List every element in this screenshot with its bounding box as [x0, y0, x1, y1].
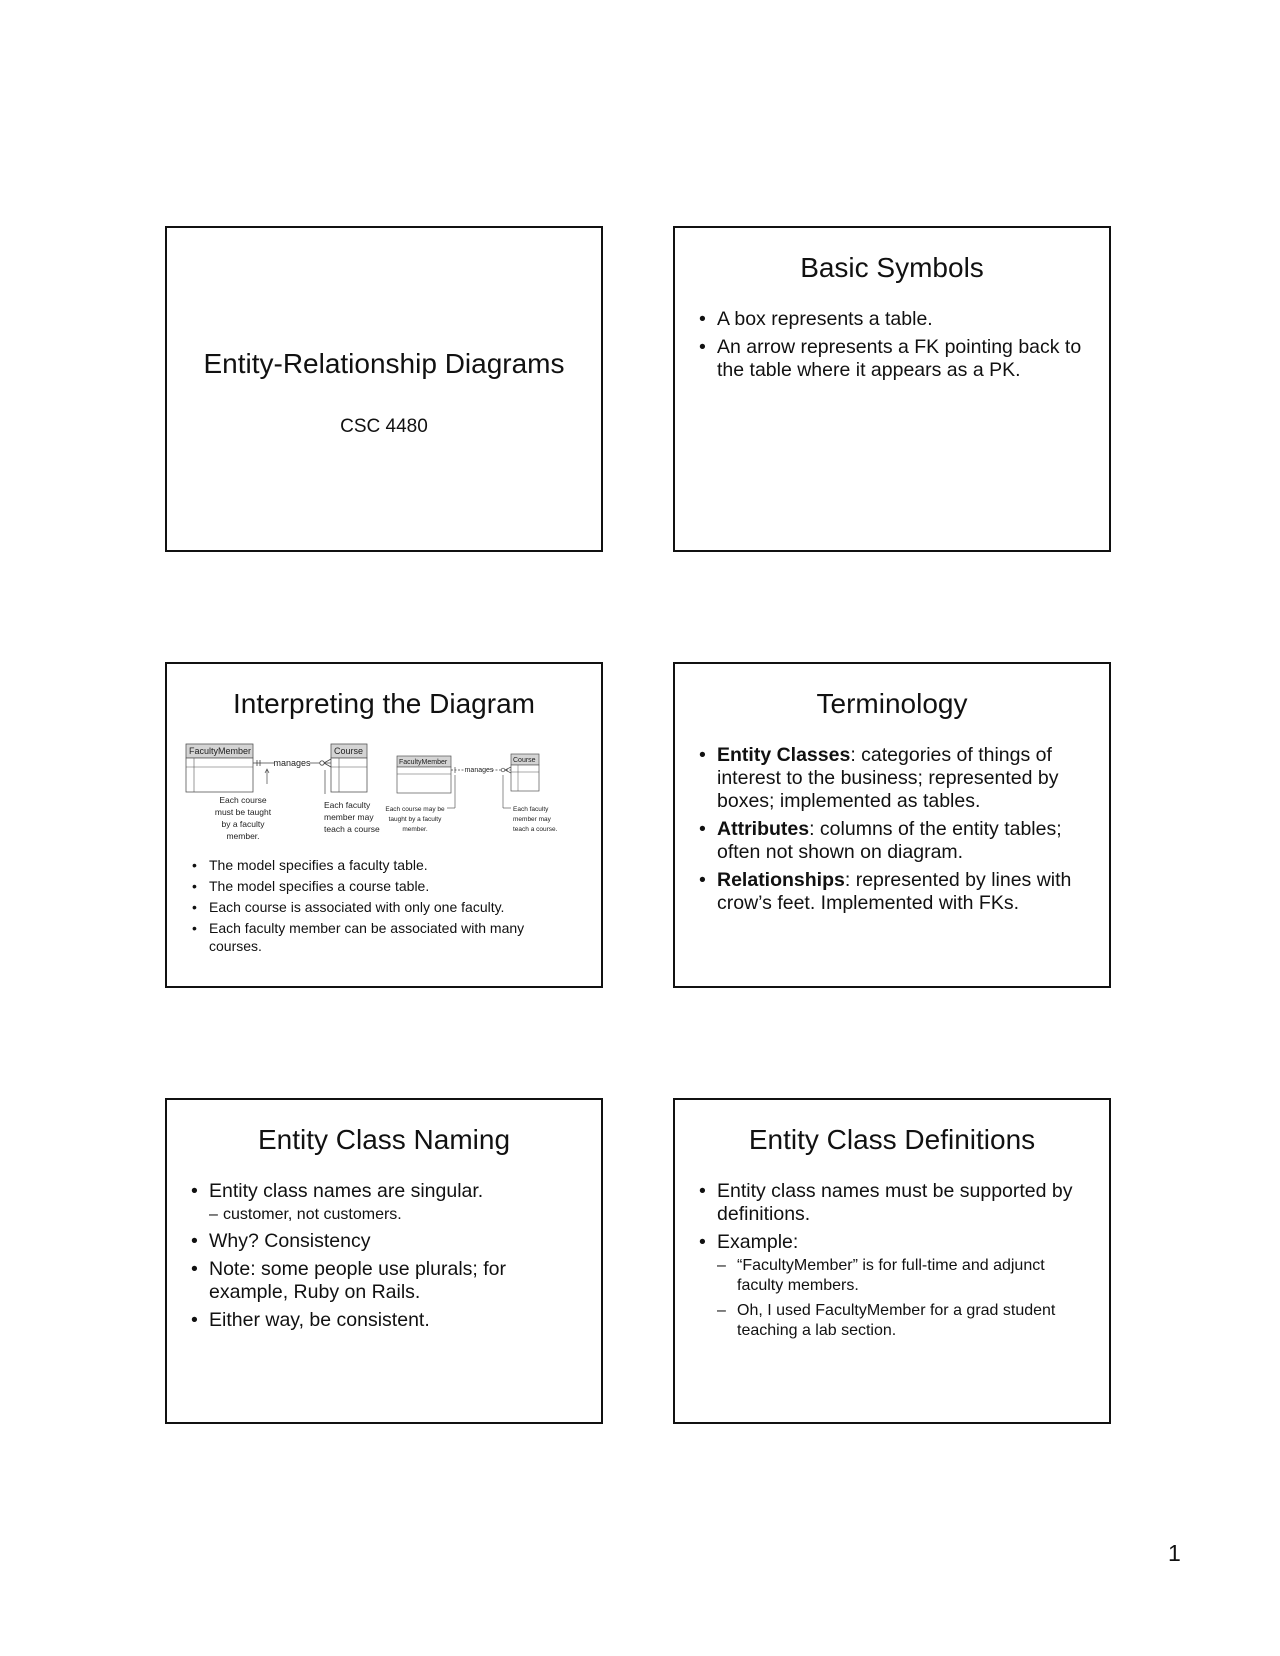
- bullet-text: Entity class names are singular.: [209, 1180, 484, 1202]
- bullet-item: • The model specifies a course table.: [189, 877, 561, 895]
- relationship-label: manages: [464, 767, 494, 774]
- slide-title: Entity Class Definitions: [748, 1124, 1036, 1155]
- slide-basic-symbols: [673, 226, 1111, 552]
- sub-bullet-item: – Oh, I used FacultyMember for a grad student teaching a lab section.: [717, 1301, 1095, 1341]
- bullet-item: [697, 869, 1095, 915]
- bullet-item: • A box represents a table.: [697, 308, 1095, 331]
- slide-terminology: [673, 662, 1111, 988]
- sub-bullet-list: [209, 1205, 587, 1225]
- slide-cover: [165, 226, 603, 552]
- entity-label: FacultyMember: [399, 759, 448, 766]
- annotation-line: Each faculty: [513, 806, 549, 813]
- sub-bullet-item: – customer, not customers.: [209, 1205, 587, 1225]
- page-number: 1: [1168, 1540, 1181, 1566]
- term-definition: : columns of the entity tables; often not shown on diagram.: [717, 818, 1062, 863]
- bullet-item: • Entity class names must be supported by definitions.: [697, 1180, 1095, 1226]
- bullet-item: • Why? Consistency: [189, 1230, 587, 1253]
- annotation-line: Each faculty: [324, 800, 371, 810]
- er-diagram-left: [186, 744, 380, 841]
- relationship-label: manages: [273, 758, 311, 768]
- entity-label: FacultyMember: [189, 746, 252, 756]
- annotation-line: taught by a faculty: [388, 816, 442, 823]
- term-label: Attributes: [717, 818, 810, 840]
- term-definition: : categories of things of interest to the business; represented by boxes; implemented as tables.: [717, 744, 1059, 812]
- slide-title: Interpreting the Diagram: [233, 688, 535, 719]
- entity-box: [186, 758, 253, 792]
- entity-box: [331, 758, 367, 792]
- optional-icon: [501, 768, 505, 772]
- cover-subtitle: CSC 4480: [340, 416, 428, 437]
- bullet-item: [697, 818, 1095, 864]
- annotation-line: Each course may be: [385, 806, 445, 813]
- sub-bullet-list: [717, 1256, 1095, 1341]
- annotation-line: member.: [226, 831, 260, 841]
- term-definition: : represented by lines with crow’s feet. Implemented with FKs.: [717, 869, 1072, 914]
- er-diagram-right: [385, 754, 557, 833]
- slide-title: Entity Class Naming: [257, 1124, 511, 1155]
- entity-label: Course: [513, 757, 536, 764]
- slide-title: Basic Symbols: [800, 252, 984, 283]
- slide-entity-class-naming: [165, 1098, 603, 1424]
- term-label: Entity Classes: [717, 744, 851, 766]
- bullet-list: [697, 308, 1095, 387]
- sub-bullet-item: – “FacultyMember” is for full-time and adjunct faculty members.: [717, 1256, 1095, 1296]
- entity-box: [511, 765, 539, 791]
- annotation-line: member may: [513, 816, 551, 823]
- bullet-item: • Each course is associated with only one faculty.: [189, 898, 561, 916]
- bullet-text: Example:: [717, 1231, 799, 1253]
- annotation-line: member may: [324, 812, 374, 822]
- er-diagram: [185, 742, 585, 848]
- bullet-item: • An arrow represents a FK pointing back to the table where it appears as a PK.: [697, 336, 1095, 382]
- bullet-item: • Note: some people use plurals; for example, Ruby on Rails.: [189, 1258, 587, 1304]
- bullet-list: [697, 744, 1095, 920]
- term-label: Relationships: [717, 869, 845, 891]
- annotation-line: must be taught: [214, 807, 272, 817]
- bullet-item: • Each faculty member can be associated with many courses.: [189, 919, 561, 955]
- bullet-item: [189, 1180, 587, 1225]
- slide-entity-class-definitions: [673, 1098, 1111, 1424]
- annotation-line: teach a course.: [513, 826, 558, 833]
- slide-title: Terminology: [816, 688, 968, 719]
- slide-interpreting-diagram: [165, 662, 603, 988]
- annotation-line: teach a course: [324, 824, 380, 834]
- bullet-list: [189, 1180, 587, 1337]
- bullet-list: [697, 1180, 1095, 1346]
- bullet-item: [697, 1231, 1095, 1341]
- optional-icon: [320, 761, 324, 765]
- entity-box: [397, 767, 451, 793]
- bullet-item: • The model specifies a faculty table.: [189, 856, 561, 874]
- cover-title: Entity-Relationship Diagrams: [203, 348, 565, 379]
- bullet-item: • Either way, be consistent.: [189, 1309, 587, 1332]
- annotation-line: by a faculty: [221, 819, 265, 829]
- bullet-list: [189, 856, 561, 958]
- bullet-item: [697, 744, 1095, 813]
- annotation-line: Each course: [219, 795, 267, 805]
- annotation-line: member.: [402, 826, 428, 833]
- entity-label: Course: [334, 746, 364, 756]
